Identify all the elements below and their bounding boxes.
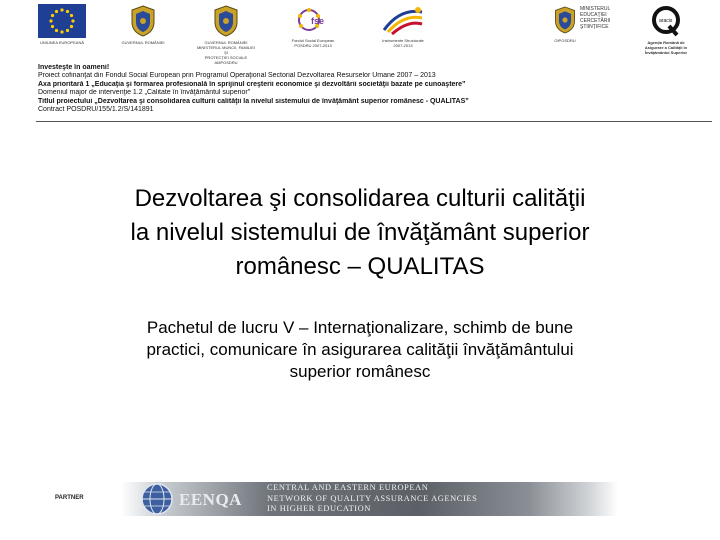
- title-line-3: românesc – QUALITAS: [235, 253, 485, 280]
- coat-of-arms-icon: [552, 4, 578, 36]
- eu-flag-icon: [38, 4, 86, 38]
- subtitle-line-2: practici, comunicare în asigurarea calităţii învăţământului: [146, 340, 574, 359]
- eenqa-logo-text: EENQA: [179, 490, 242, 509]
- info-line-6: Contract POSDRU/155/1.2/S/141891: [38, 106, 154, 114]
- info-line-5: Titlul proiectului „Dezvoltarea şi consolidarea culturii calităţii la nivelul sistemului de învăţământ superior românesc - QUALITAS”: [38, 97, 469, 105]
- coat-of-arms-icon: [211, 4, 241, 38]
- fse-star-icon: [293, 4, 333, 36]
- globe-icon: [135, 482, 179, 516]
- ministry-education-logo: [552, 4, 618, 43]
- page-subtitle: [60, 317, 660, 383]
- aracis-q-icon: [649, 4, 683, 38]
- subtitle-line-1: Pachetul de lucru V – Internaţionalizare, schimb de bune: [146, 318, 574, 337]
- aracis-caption: Agenţia Română de Asigurare a Calităţii în Învăţământul Superior: [644, 40, 688, 55]
- government-logo: [118, 4, 168, 45]
- fse-caption: Fondul Social European POSDRU 2007-2013: [291, 38, 335, 48]
- info-line-3: Axa prioritară 1 „Educaţia şi formarea profesională în sprijinul creşterii economice şi dezvoltării societăţii bazate pe cunoaştere”: [38, 80, 466, 88]
- eu-caption: UNIUNEA EUROPEANĂ: [39, 40, 84, 45]
- header-divider: [36, 121, 712, 122]
- coat-of-arms-icon: [128, 4, 158, 38]
- info-line-4: Domeniul major de intervenţie 1.2 „Calitate în învăţământul superior”: [38, 89, 251, 97]
- svg-text:aracis: aracis: [659, 18, 673, 24]
- aracis-logo: [630, 4, 702, 55]
- info-line-1: Investeşte în oameni!: [38, 64, 110, 71]
- fse-logo: [285, 4, 341, 48]
- info-line-2: Proiect cofinanţat din Fondul Social European prin Programul Operaţional Sectorial Dezvoltarea Resurselor Umane 2007 – 2013: [38, 72, 436, 80]
- eenqa-banner: [121, 482, 618, 516]
- title-line-1: Dezvoltarea şi consolidarea culturii calităţii: [134, 185, 586, 212]
- eenqa-line-1: CENTRAL AND EASTERN EUROPEAN: [267, 483, 429, 492]
- government-caption: GUVERNUL ROMÂNIEI: [121, 40, 165, 45]
- structural-instruments-icon: [380, 4, 426, 36]
- structural-instruments-caption: Instrumente Structurale 2007-2013: [382, 38, 424, 48]
- ministry-labour-caption: GUVERNUL ROMÂNIEI MINISTERUL MUNCII, FAMILIEI ŞI PROTECŢIEI SOCIALE AMPOSDRU: [196, 40, 256, 65]
- partner-label: PARTNER: [55, 495, 84, 501]
- ministry-labour-logo: [196, 4, 256, 65]
- ministry-education-caption: MINISTERUL EDUCAŢIEI CERCETĂRII ŞTIINŢIFICE: [580, 6, 611, 30]
- project-info: [38, 64, 638, 114]
- page-title: [40, 182, 680, 284]
- eenqa-line-3: IN HIGHER EDUCATION: [267, 504, 371, 513]
- eenqa-line-2: NETWORK OF QUALITY ASSURANCE AGENCIES: [267, 493, 478, 503]
- eenqa-name: [267, 483, 477, 515]
- structural-instruments-logo: [372, 4, 434, 48]
- subtitle-line-3: superior românesc: [289, 362, 431, 381]
- title-line-2: la nivelul sistemului de învăţământ superior: [130, 219, 590, 246]
- svg-text:fse: fse: [311, 16, 325, 26]
- ministry-education-oiposdru: OIPOSDRU: [554, 38, 576, 43]
- eu-logo: [36, 4, 88, 45]
